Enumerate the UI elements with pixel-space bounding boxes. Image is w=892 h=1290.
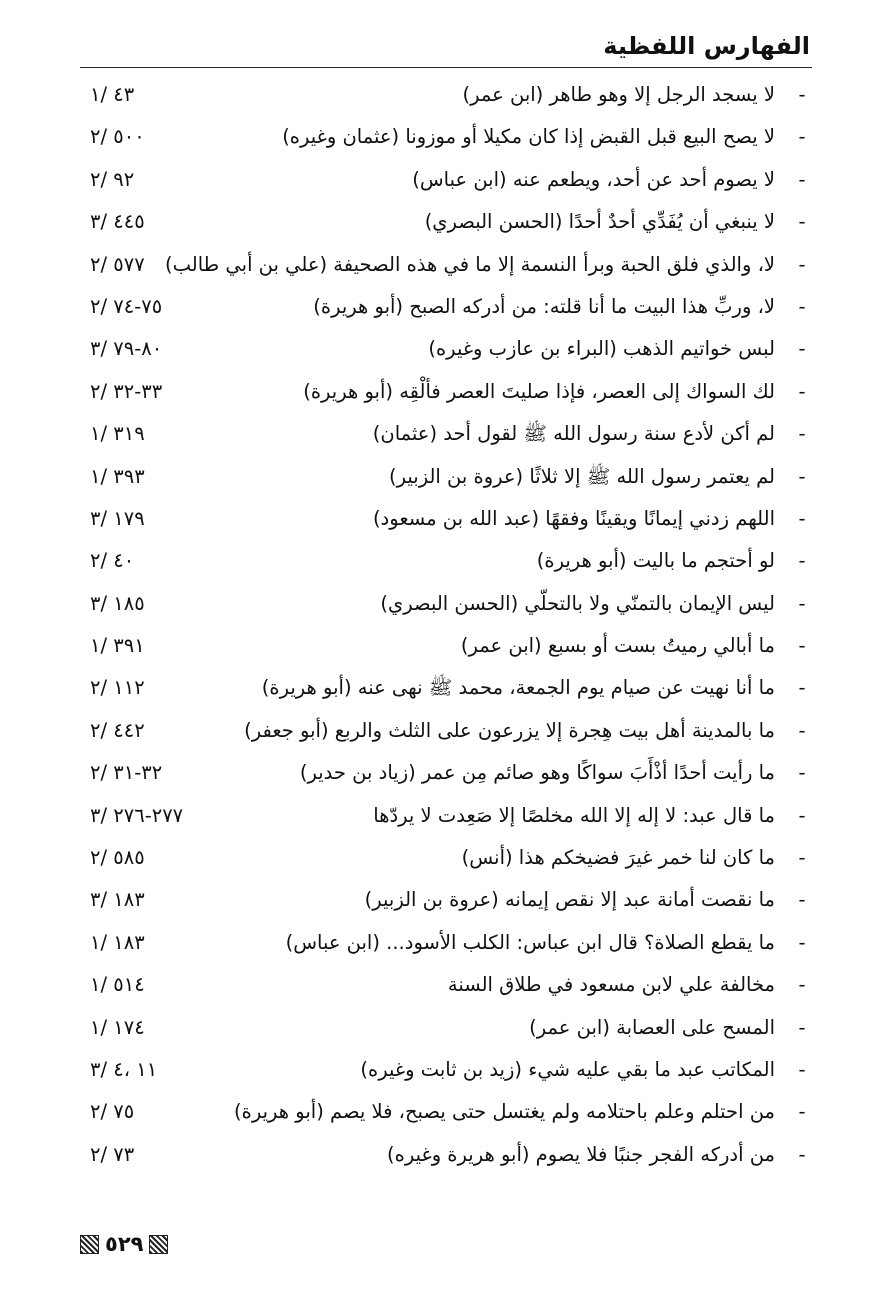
entry-text: لم يعتمر رسول الله ﷺ إلا ثلاثًا (عروة بن الزبير) — [389, 464, 775, 488]
entry-marker: - — [798, 549, 806, 573]
entry-text: لبس خواتيم الذهب (البراء بن عازب وغيره) — [428, 337, 775, 361]
index-entry — [80, 752, 812, 794]
index-entry — [80, 710, 812, 752]
entry-marker: - — [798, 761, 806, 785]
entry-reference: ٩٢ /٢ — [90, 167, 135, 191]
entry-reference: ٤٤٢ /٢ — [90, 718, 145, 742]
index-entry — [80, 244, 812, 286]
entry-marker: - — [798, 676, 806, 700]
entry-reference: ٧٣ /٢ — [90, 1142, 135, 1166]
entry-text: لا ينبغي أن يُفَدِّي أحدٌ أحدًا (الحسن البصري) — [424, 210, 775, 234]
index-entry — [80, 540, 812, 582]
index-entry — [80, 837, 812, 879]
index-entry — [80, 286, 812, 328]
entry-marker: - — [798, 506, 806, 530]
entry-text: لا يسجد الرجل إلا وهو طاهر (ابن عمر) — [462, 83, 775, 106]
entry-reference: ٤٣ /١ — [90, 83, 135, 106]
index-entry — [80, 795, 812, 837]
entry-text: ما بالمدينة أهل بيت هِجرة إلا يزرعون على الثلث والربع (أبو جعفر) — [244, 718, 775, 742]
entry-marker: - — [798, 210, 806, 234]
index-entry — [80, 371, 812, 413]
index-entry — [80, 1049, 812, 1091]
entry-marker: - — [798, 1142, 806, 1166]
entry-reference: ٧٥-٧٤ /٢ — [90, 294, 163, 318]
entry-reference: ٣٩١ /١ — [90, 634, 145, 658]
entry-reference: ٣١٩ /١ — [90, 422, 145, 446]
entry-reference: ٤٠ /٢ — [90, 549, 135, 573]
entry-reference: ٥١٤ /١ — [90, 973, 145, 997]
entry-reference: ١٧٩ /٣ — [90, 506, 145, 530]
entry-text: ما رأيت أحدًا أذْأَبَ سواكًا وهو صائم مِن عمر (زياد بن حدير) — [299, 761, 775, 785]
header-rule — [80, 67, 812, 68]
entry-reference: ١٨٥ /٣ — [90, 591, 145, 615]
running-head: الفهارس اللفظية — [603, 32, 810, 60]
entry-reference: ٤٤٥ /٣ — [90, 210, 145, 234]
entry-reference: ٥٧٧ /٢ — [90, 252, 145, 276]
entry-text: لك السواك إلى العصر، فإذا صليتَ العصر فألْقِه (أبو هريرة) — [303, 379, 775, 403]
index-entry — [80, 201, 812, 243]
page-number-block — [80, 1228, 168, 1260]
index-list — [80, 74, 812, 1176]
entry-reference: ٥٠٠ /٢ — [90, 125, 145, 149]
entry-reference: ١١ ،٤ /٣ — [90, 1057, 158, 1081]
page-ornament-right-icon — [149, 1235, 168, 1254]
entry-reference: ٣٣-٣٢ /٢ — [90, 379, 163, 403]
index-entry — [80, 1134, 812, 1176]
entry-reference: ١١٢ /٢ — [90, 676, 145, 700]
entry-text: ما أنا نهيت عن صيام يوم الجمعة، محمد ﷺ نهى عنه (أبو هريرة) — [261, 676, 775, 700]
index-entry — [80, 413, 812, 455]
index-entry — [80, 964, 812, 1006]
entry-text: من أدركه الفجر جنبًا فلا يصوم (أبو هريرة وغيره) — [387, 1142, 775, 1166]
entry-marker: - — [798, 846, 806, 870]
entry-reference: ٢٧٧-٢٧٦ /٣ — [90, 803, 184, 827]
entry-text: ما أبالي رميتُ بست أو بسبع (ابن عمر) — [460, 634, 775, 658]
entry-reference: ٧٥ /٢ — [90, 1100, 135, 1124]
index-entry — [80, 74, 812, 116]
entry-marker: - — [798, 1100, 806, 1124]
entry-marker: - — [798, 718, 806, 742]
entry-marker: - — [798, 1057, 806, 1081]
entry-text: المكاتب عبد ما بقي عليه شيء (زيد بن ثابت وغيره) — [360, 1057, 775, 1081]
entry-reference: ٨٠-٧٩ /٣ — [90, 337, 163, 361]
entry-text: المسح على العصابة (ابن عمر) — [529, 1015, 775, 1039]
entry-text: لا، وربِّ هذا البيت ما أنا قلته: من أدركه الصبح (أبو هريرة) — [313, 294, 775, 318]
index-entry — [80, 922, 812, 964]
entry-marker: - — [798, 888, 806, 912]
index-entry — [80, 583, 812, 625]
entry-marker: - — [798, 167, 806, 191]
entry-text: لم أكن لأدع سنة رسول الله ﷺ لقول أحد (عثمان) — [372, 422, 775, 446]
entry-marker: - — [798, 125, 806, 149]
index-entry — [80, 1091, 812, 1133]
entry-marker: - — [798, 379, 806, 403]
entry-text: اللهم زدني إيمانًا ويقينًا وفقهًا (عبد الله بن مسعود) — [372, 506, 775, 530]
entry-marker: - — [798, 1015, 806, 1039]
entry-marker: - — [798, 591, 806, 615]
index-entry — [80, 498, 812, 540]
entry-marker: - — [798, 973, 806, 997]
entry-text: لا، والذي فلق الحبة وبرأ النسمة إلا ما في هذه الصحيفة (علي بن أبي طالب) — [165, 252, 775, 276]
entry-marker: - — [798, 464, 806, 488]
entry-text: لا يصح البيع قبل القبض إذا كان مكيلا أو موزونا (عثمان وغيره) — [282, 125, 775, 149]
entry-text: ما نقصت أمانة عبد إلا نقص إيمانه (عروة بن الزبير) — [364, 888, 775, 912]
entry-reference: ١٨٣ /٣ — [90, 888, 145, 912]
page-ornament-left-icon — [80, 1235, 99, 1254]
entry-text: لو أحتجم ما باليت (أبو هريرة) — [536, 549, 775, 573]
entry-marker: - — [798, 803, 806, 827]
entry-text: لا يصوم أحد عن أحد، ويطعم عنه (ابن عباس) — [412, 167, 775, 191]
index-entry — [80, 116, 812, 158]
entry-text: مخالفة علي لابن مسعود في طلاق السنة — [447, 973, 775, 997]
entry-reference: ٥٨٥ /٢ — [90, 846, 145, 870]
entry-reference: ٣٩٣ /١ — [90, 464, 145, 488]
entry-reference: ٣٢-٣١ /٢ — [90, 761, 163, 785]
entry-marker: - — [798, 252, 806, 276]
index-entry — [80, 328, 812, 370]
entry-marker: - — [798, 422, 806, 446]
entry-marker: - — [798, 634, 806, 658]
entry-text: ما يقطع الصلاة؟ قال ابن عباس: الكلب الأسود... (ابن عباس) — [285, 930, 775, 954]
entry-reference: ١٧٤ /١ — [90, 1015, 145, 1039]
entry-text: ما قال عبد: لا إله إلا الله مخلصًا إلا صَعِدت لا يردّها — [373, 803, 775, 827]
entry-marker: - — [798, 83, 806, 106]
entry-marker: - — [798, 337, 806, 361]
entry-text: من احتلم وعلم باحتلامه ولم يغتسل حتى يصبح، فلا يصم (أبو هريرة) — [234, 1100, 775, 1124]
entry-text: ليس الإيمان بالتمنّي ولا بالتحلّي (الحسن البصري) — [380, 591, 775, 615]
page-number: ٥٢٩ — [105, 1232, 144, 1256]
index-entry — [80, 456, 812, 498]
entry-reference: ١٨٣ /١ — [90, 930, 145, 954]
entry-text: ما كان لنا خمر غيرَ فضيخكم هذا (أنس) — [461, 846, 775, 870]
index-entry — [80, 159, 812, 201]
index-entry — [80, 1007, 812, 1049]
index-entry — [80, 667, 812, 709]
index-entry — [80, 879, 812, 921]
entry-marker: - — [798, 294, 806, 318]
entry-marker: - — [798, 930, 806, 954]
index-entry — [80, 625, 812, 667]
